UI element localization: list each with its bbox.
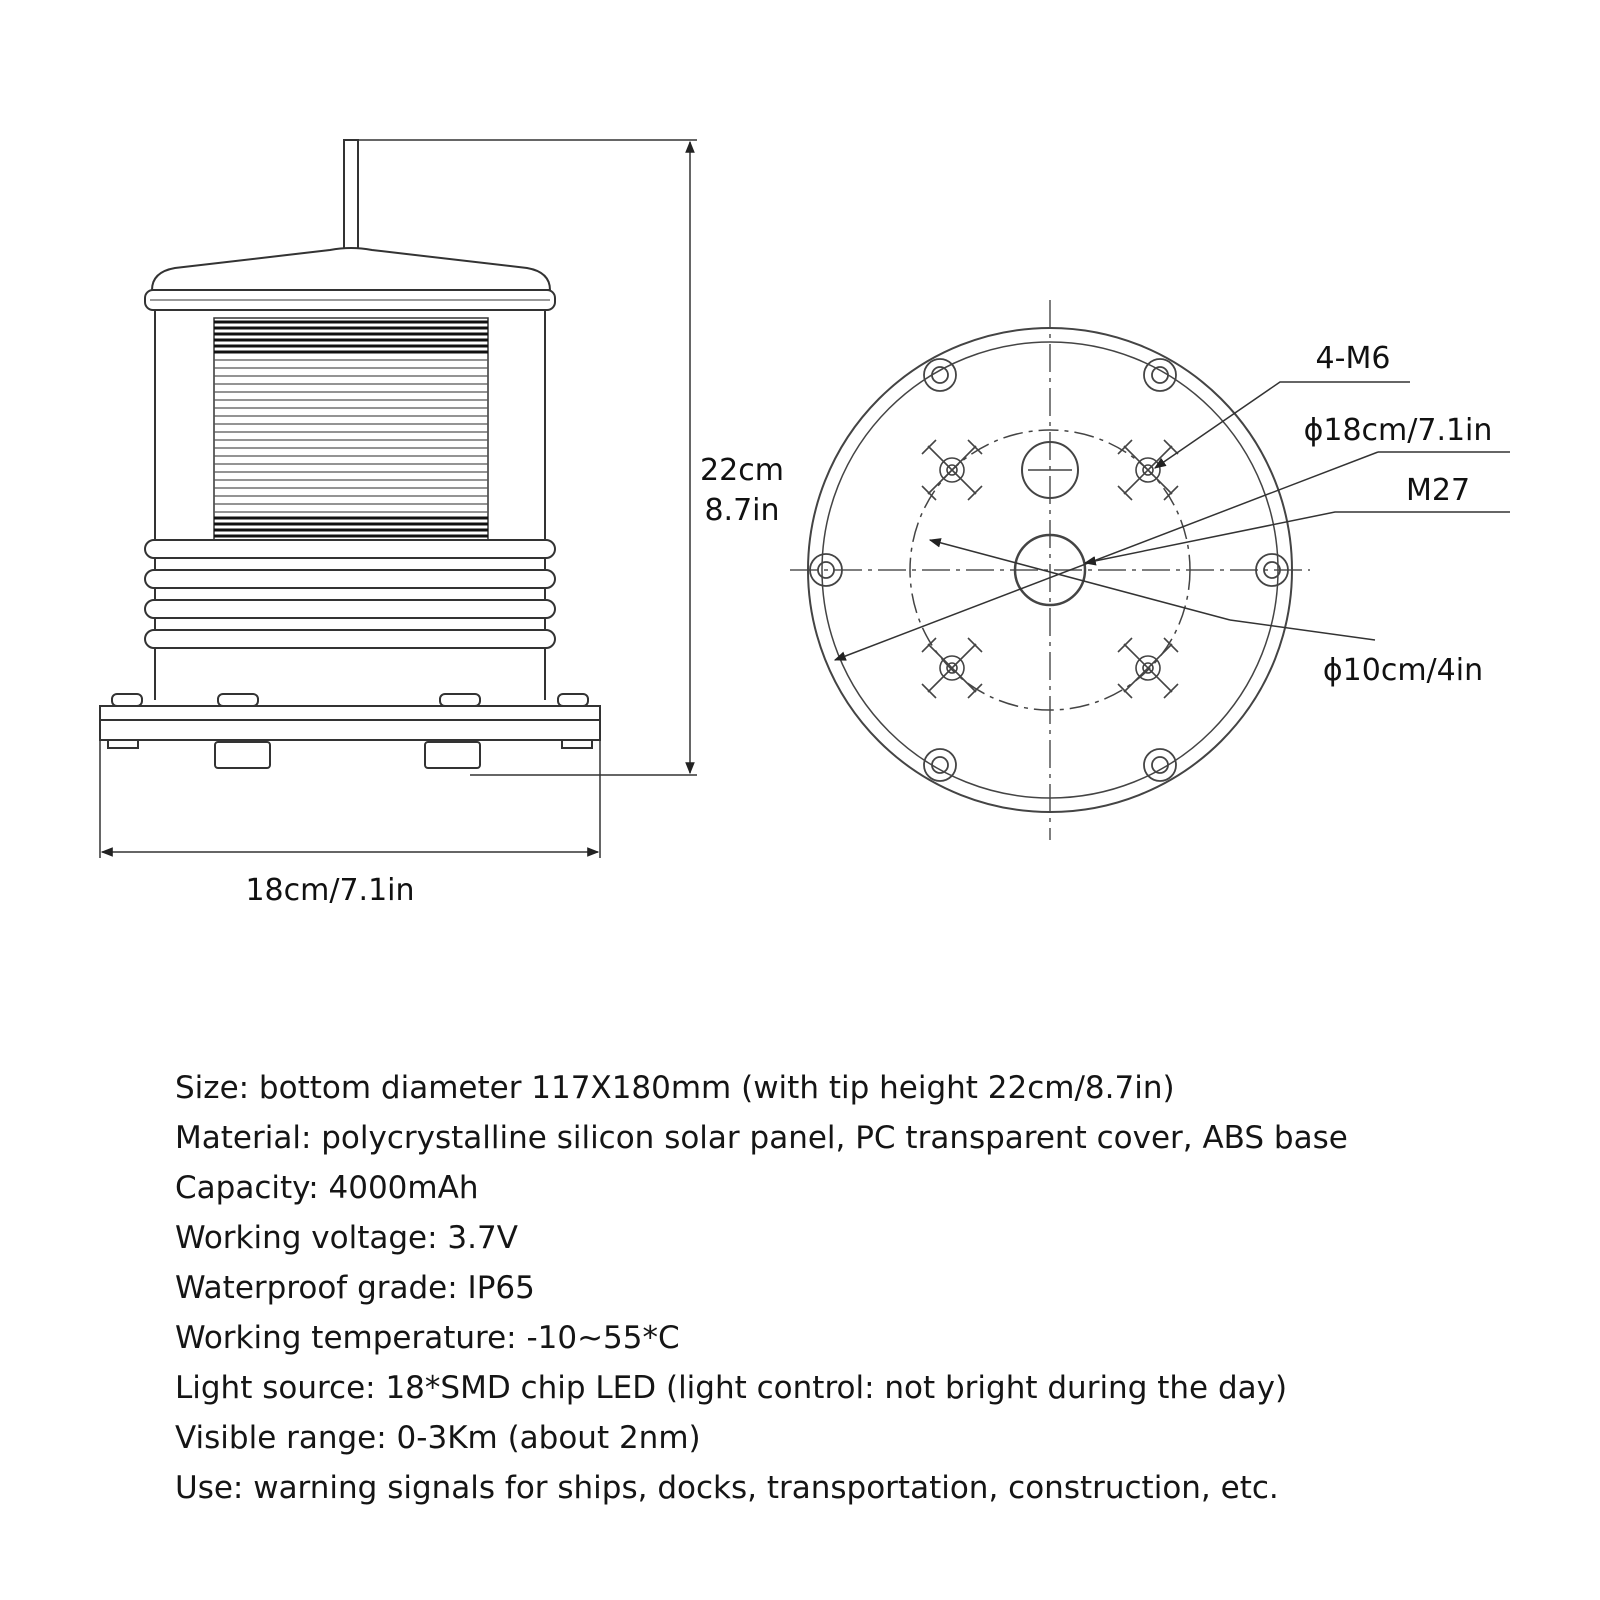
spec-voltage: Working voltage: 3.7V [175,1220,518,1256]
spec-material: Material: polycrystalline silicon solar panel, PC transparent cover, ABS base [175,1120,1348,1156]
spec-waterproof: Waterproof grade: IP65 [175,1270,535,1306]
spec-light-source: Light source: 18*SMD chip LED (light control: not bright during the day) [175,1370,1288,1406]
spec-visible-range: Visible range: 0-3Km (about 2nm) [175,1420,701,1456]
antenna [344,140,358,252]
height-label-cm: 22cm [700,453,784,488]
width-label: 18cm/7.1in [245,873,415,908]
spec-temperature: Working temperature: -10~55*C [175,1320,680,1356]
side-view [100,140,600,768]
thread-label: M27 [1405,473,1471,508]
center-lines [790,300,1310,840]
base-plate [100,694,600,768]
collar-rings [145,540,555,700]
spec-capacity: Capacity: 4000mAh [175,1170,479,1206]
spec-list [175,1063,1555,1513]
bolt-label: 4-M6 [1315,341,1391,376]
spec-size: Size: bottom diameter 117X180mm (with tip height 22cm/8.7in) [175,1070,1175,1106]
fresnel-lens [214,318,488,540]
height-label-in: 8.7in [704,493,780,528]
spec-use: Use: warning signals for ships, docks, transportation, construction, etc. [175,1470,1279,1506]
top-cap [145,248,555,310]
inner-diameter-label: ϕ10cm/4in [1322,653,1484,688]
outer-diameter-label: ϕ18cm/7.1in [1303,413,1493,448]
bottom-view [790,300,1310,840]
